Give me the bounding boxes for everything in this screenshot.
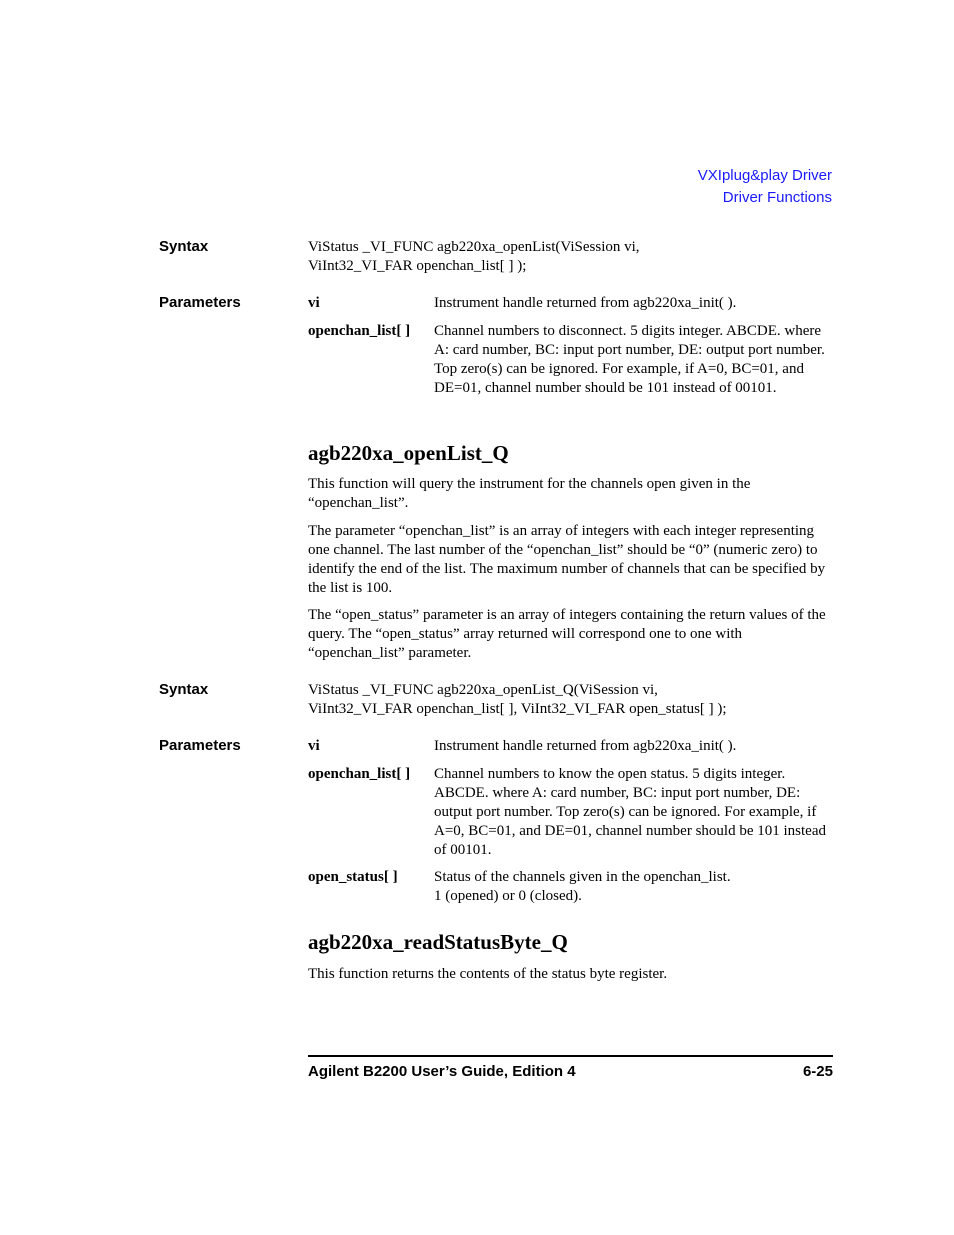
param-desc: Instrument handle returned from agb220xa_init( ).: [434, 738, 737, 754]
paragraph: This function will query the instrument for the channels open given in the “openchan_list”.: [308, 476, 751, 511]
param-row: [308, 868, 833, 908]
page-number: 6-25: [802, 1063, 833, 1080]
syntax-line-1: ViStatus _VI_FUNC agb220xa_openList(ViSession vi,: [308, 239, 640, 255]
param-row: [308, 737, 833, 757]
param-row: [308, 294, 833, 314]
paragraph: This function returns the contents of the status byte register.: [308, 966, 668, 982]
syntax-label: Syntax: [159, 238, 209, 255]
param-desc-line-2: 1 (opened) or 0 (closed).: [434, 888, 582, 904]
param-name: openchan_list[ ]: [308, 323, 411, 339]
param-name: openchan_list[ ]: [308, 766, 411, 782]
syntax-block: [308, 238, 833, 276]
param-desc: Channel numbers to know the open status. 5 digits integer. ABCDE. where A: card number, BC: input port number, DE: output port number. Top zero(s) can be ignored. For example, if A=0, BC=01, and DE=01, channel number should be 101 instead of 00101.: [434, 766, 826, 858]
param-name: vi: [308, 738, 320, 754]
parameters-label: Parameters: [159, 294, 241, 311]
param-row: [308, 765, 833, 860]
header-link-driver-functions[interactable]: Driver Functions: [722, 189, 832, 206]
param-name: vi: [308, 295, 320, 311]
syntax-label: Syntax: [159, 681, 209, 698]
syntax-line-2: ViInt32_VI_FAR openchan_list[ ], ViInt32_VI_FAR open_status[ ] );: [308, 701, 727, 717]
paragraph: The “open_status” parameter is an array of integers containing the return values of the query. The “open_status” array returned will correspond one to one with “openchan_list” parameter.: [308, 607, 826, 661]
syntax-line-2: ViInt32_VI_FAR openchan_list[ ] );: [308, 258, 527, 274]
paragraph: The parameter “openchan_list” is an array of integers with each integer representing one channel. The last number of the “openchan_list” should be “0” (numeric zero) to identify the end of the list. The maximum number of channels that can be specified by the list is 100.: [308, 523, 826, 596]
param-desc: [434, 868, 834, 906]
param-desc: Channel numbers to disconnect. 5 digits integer. ABCDE. where A: card number, BC: input port number, DE: output port number. Top zero(s) can be ignored. For example, if A=0, BC=01, and DE=01, channel number should be 101 instead of 00101.: [434, 323, 825, 396]
param-name: open_status[ ]: [308, 869, 398, 885]
parameters-label: Parameters: [159, 737, 241, 754]
running-header: [698, 165, 832, 209]
syntax-line-1: ViStatus _VI_FUNC agb220xa_openList_Q(ViSession vi,: [308, 682, 658, 698]
footer-title: Agilent B2200 User’s Guide, Edition 4: [308, 1063, 576, 1080]
syntax-block: [308, 681, 833, 719]
param-desc-line-1: Status of the channels given in the openchan_list.: [434, 869, 731, 885]
footer-rule: [308, 1055, 833, 1057]
section-title: agb220xa_openList_Q: [308, 441, 509, 465]
header-link-vxiplug-play-driver[interactable]: VXIplug&play Driver: [697, 167, 832, 184]
section-title: agb220xa_readStatusByte_Q: [308, 930, 568, 954]
param-row: [308, 322, 833, 417]
param-desc: Instrument handle returned from agb220xa_init( ).: [434, 295, 737, 311]
